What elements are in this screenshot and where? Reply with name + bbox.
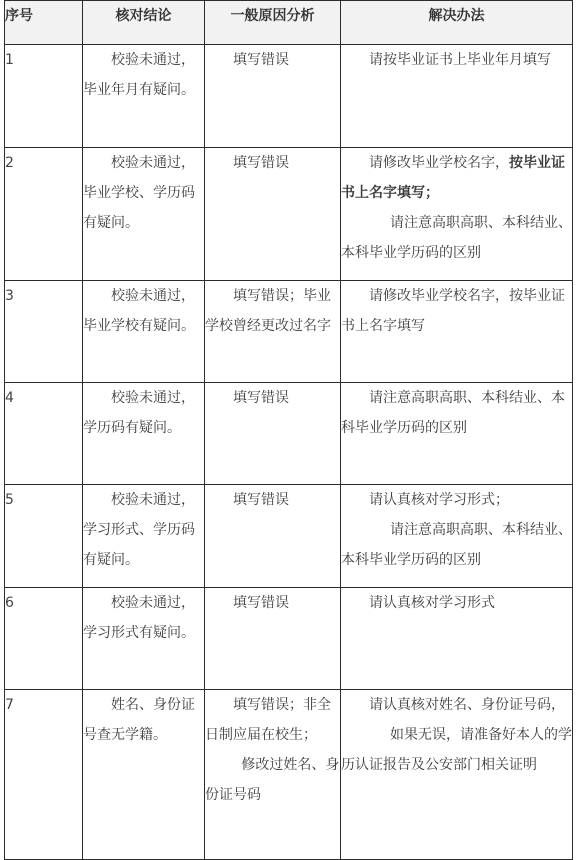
reason-text: 填写错误 bbox=[233, 595, 289, 611]
reason-text: 填写错误 bbox=[233, 155, 289, 171]
table-row bbox=[5, 281, 573, 383]
solution-cell bbox=[341, 148, 573, 281]
row-number: 6 bbox=[5, 588, 83, 690]
solution-note: 如果无误，请准备好本人的学历认证报告及公安部门相关证明 bbox=[341, 727, 572, 773]
row-number: 5 bbox=[5, 485, 83, 588]
table-row bbox=[5, 485, 573, 588]
solution-cell bbox=[341, 588, 573, 690]
solution-cell bbox=[341, 690, 573, 860]
conclusion-cell bbox=[83, 383, 205, 485]
table-row bbox=[5, 148, 573, 281]
row-number: 3 bbox=[5, 281, 83, 383]
header-reason: 一般原因分析 bbox=[205, 1, 341, 45]
conclusion-cell bbox=[83, 148, 205, 281]
reason-cell bbox=[205, 588, 341, 690]
table-row bbox=[5, 45, 573, 148]
solution-note: 请注意高职高职、本科结业、本科毕业学历码的区别 bbox=[341, 215, 572, 261]
conclusion-cell bbox=[83, 588, 205, 690]
reason-text: 填写错误；毕业学校曾经更改过名字 bbox=[205, 288, 331, 334]
solution-text: 请认真核对姓名、身份证号码， bbox=[369, 697, 565, 713]
reason-text: 填写错误 bbox=[233, 52, 289, 68]
solution-cell bbox=[341, 281, 573, 383]
header-conclusion: 核对结论 bbox=[83, 1, 205, 45]
reason-cell bbox=[205, 383, 341, 485]
reason-cell bbox=[205, 485, 341, 588]
reason-text: 填写错误 bbox=[233, 492, 289, 508]
verification-table bbox=[4, 0, 573, 860]
reason-cell bbox=[205, 690, 341, 860]
conclusion-cell bbox=[83, 690, 205, 860]
table-row bbox=[5, 383, 573, 485]
solution-text: 请认真核对学习形式 bbox=[369, 595, 495, 611]
solution-cell bbox=[341, 45, 573, 148]
solution-text-bold: 按毕业证书上名字填写； bbox=[341, 155, 565, 201]
conclusion-text: 姓名、身份证号查无学籍。 bbox=[83, 697, 195, 743]
conclusion-text: 校验未通过，毕业年月有疑问。 bbox=[83, 52, 195, 98]
solution-cell bbox=[341, 485, 573, 588]
conclusion-text: 校验未通过，学习形式、学历码有疑问。 bbox=[83, 492, 195, 568]
row-number: 4 bbox=[5, 383, 83, 485]
conclusion-text: 校验未通过，学历码有疑问。 bbox=[83, 390, 195, 436]
solution-text: 请认真核对学习形式； bbox=[369, 492, 509, 508]
table-row bbox=[5, 588, 573, 690]
row-number: 1 bbox=[5, 45, 83, 148]
header-num: 序号 bbox=[5, 1, 83, 45]
reason-cell bbox=[205, 148, 341, 281]
reason-cell bbox=[205, 45, 341, 148]
row-number: 2 bbox=[5, 148, 83, 281]
table-row bbox=[5, 690, 573, 860]
conclusion-cell bbox=[83, 281, 205, 383]
solution-text bbox=[341, 148, 572, 208]
reason-note: 修改过姓名、身份证号码 bbox=[205, 757, 340, 803]
row-number: 7 bbox=[5, 690, 83, 860]
conclusion-cell bbox=[83, 45, 205, 148]
conclusion-cell bbox=[83, 485, 205, 588]
solution-text-a: 请修改毕业学校名字， bbox=[369, 155, 509, 171]
reason-text: 填写错误 bbox=[233, 390, 289, 406]
reason-text: 填写错误；非全日制应届在校生； bbox=[205, 697, 331, 743]
solution-note: 请注意高职高职、本科结业、本科毕业学历码的区别 bbox=[341, 522, 572, 568]
conclusion-text: 校验未通过，毕业学校、学历码有疑问。 bbox=[83, 155, 195, 231]
conclusion-text: 校验未通过，学习形式有疑问。 bbox=[83, 595, 195, 641]
header-solution: 解决办法 bbox=[341, 1, 573, 45]
solution-text: 请注意高职高职、本科结业、本科毕业学历码的区别 bbox=[341, 390, 565, 436]
reason-cell bbox=[205, 281, 341, 383]
solution-text: 请修改毕业学校名字，按毕业证书上名字填写 bbox=[341, 288, 565, 334]
conclusion-text: 校验未通过，毕业学校有疑问。 bbox=[83, 288, 195, 334]
header-row bbox=[5, 1, 573, 45]
solution-cell bbox=[341, 383, 573, 485]
solution-text: 请按毕业证书上毕业年月填写 bbox=[369, 52, 551, 68]
